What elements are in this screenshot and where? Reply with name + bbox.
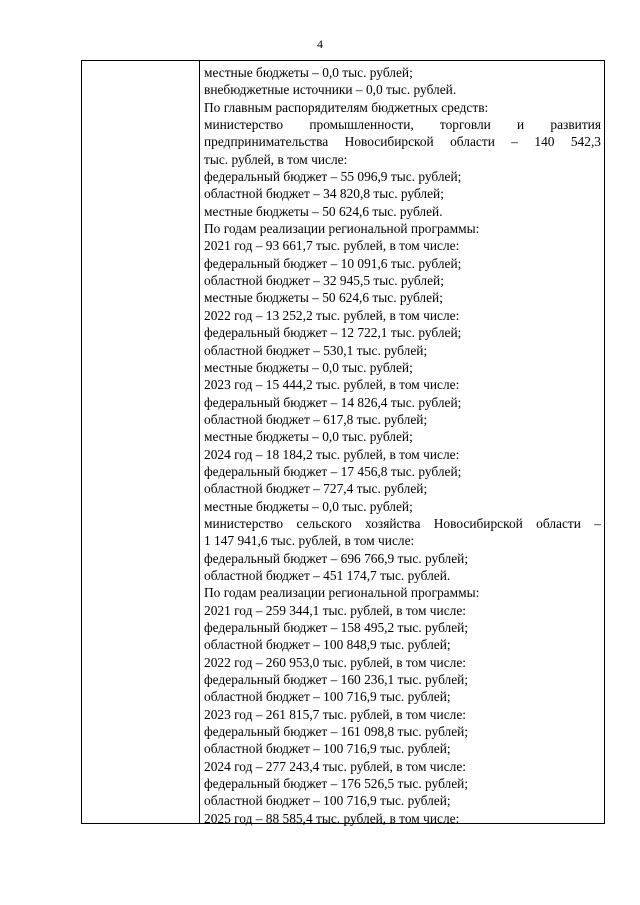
- text-line: местные бюджеты – 50 624,6 тыс. рублей;: [204, 290, 443, 306]
- page-number: 4: [317, 37, 323, 51]
- text-line: федеральный бюджет – 161 098,8 тыс. рублей;: [204, 724, 469, 740]
- text-line: областной бюджет – 100 716,9 тыс. рублей;: [204, 793, 451, 809]
- text-line: 2021 год – 93 661,7 тыс. рублей, в том числе:: [204, 238, 460, 254]
- text-line: министерство сельского хозяйства Новосибирской области –: [204, 515, 601, 531]
- text-line: 1 147 941,6 тыс. рублей, в том числе:: [204, 533, 415, 549]
- text-line: 2024 год – 18 184,2 тыс. рублей, в том числе:: [204, 446, 460, 462]
- text-line: федеральный бюджет – 10 091,6 тыс. рублей;: [204, 255, 462, 271]
- text-line: 2023 год – 15 444,2 тыс. рублей, в том числе:: [204, 377, 460, 393]
- document-table: [81, 60, 605, 824]
- text-line: федеральный бюджет – 158 495,2 тыс. рублей;: [204, 620, 469, 635]
- text-line: местные бюджеты – 50 624,6 тыс. рублей.: [204, 203, 443, 219]
- text-line: областной бюджет – 530,1 тыс. рублей;: [204, 342, 428, 358]
- text-line: областной бюджет – 617,8 тыс. рублей;: [204, 411, 428, 427]
- text-line: областной бюджет – 451 174,7 тыс. рублей.: [204, 567, 451, 583]
- text-line: федеральный бюджет – 176 526,5 тыс. рублей;: [204, 776, 469, 792]
- text-line: федеральный бюджет – 12 722,1 тыс. рублей;: [204, 325, 462, 341]
- text-line: По годам реализации региональной программы:: [204, 585, 480, 601]
- text-line: 2023 год – 261 815,7 тыс. рублей, в том числе:: [204, 706, 466, 722]
- text-line: По главным распорядителям бюджетных средств:: [204, 99, 489, 115]
- text-line: местные бюджеты – 0,0 тыс. рублей;: [204, 429, 413, 445]
- text-line: федеральный бюджет – 55 096,9 тыс. рублей;: [204, 169, 462, 185]
- text-line: местные бюджеты – 0,0 тыс. рублей;: [204, 498, 413, 514]
- text-line: областной бюджет – 34 820,8 тыс. рублей;: [204, 186, 444, 202]
- text-line: федеральный бюджет – 696 766,9 тыс. рублей;: [204, 550, 469, 566]
- table-right-cell: [200, 61, 604, 826]
- text-line: По годам реализации региональной программы:: [204, 221, 480, 237]
- text-line: областной бюджет – 100 716,9 тыс. рублей;: [204, 689, 451, 705]
- text-line: местные бюджеты – 0,0 тыс. рублей;: [204, 359, 413, 375]
- text-line: 2022 год – 13 252,2 тыс. рублей, в том числе:: [204, 307, 460, 323]
- text-line: 2021 год – 259 344,1 тыс. рублей, в том числе:: [204, 602, 466, 618]
- table-left-cell: [82, 61, 200, 823]
- text-line: 2022 год – 260 953,0 тыс. рублей, в том числе:: [204, 654, 466, 670]
- text-line: 2025 год – 88 585,4 тыс. рублей, в том числе:: [204, 810, 460, 826]
- text-line: федеральный бюджет – 160 236,1 тыс. рублей;: [204, 672, 469, 688]
- text-line: предпринимательства Новосибирской области – 140 542,3: [204, 134, 601, 150]
- text-line: федеральный бюджет – 14 826,4 тыс. рублей;: [204, 394, 462, 410]
- text-line: областной бюджет – 32 945,5 тыс. рублей;: [204, 273, 444, 289]
- text-line: 2024 год – 277 243,4 тыс. рублей, в том числе:: [204, 758, 466, 774]
- text-line: федеральный бюджет – 17 456,8 тыс. рублей;: [204, 463, 462, 479]
- text-line: областной бюджет – 727,4 тыс. рублей;: [204, 481, 428, 497]
- text-line: местные бюджеты – 0,0 тыс. рублей;: [204, 65, 413, 80]
- text-line: тыс. рублей, в том числе:: [204, 151, 348, 167]
- text-line: областной бюджет – 100 848,9 тыс. рублей;: [204, 637, 451, 653]
- text-line: министерство промышленности, торговли и развития: [204, 117, 601, 133]
- text-line: внебюджетные источники – 0,0 тыс. рублей.: [204, 82, 457, 98]
- text-line: областной бюджет – 100 716,9 тыс. рублей;: [204, 741, 451, 757]
